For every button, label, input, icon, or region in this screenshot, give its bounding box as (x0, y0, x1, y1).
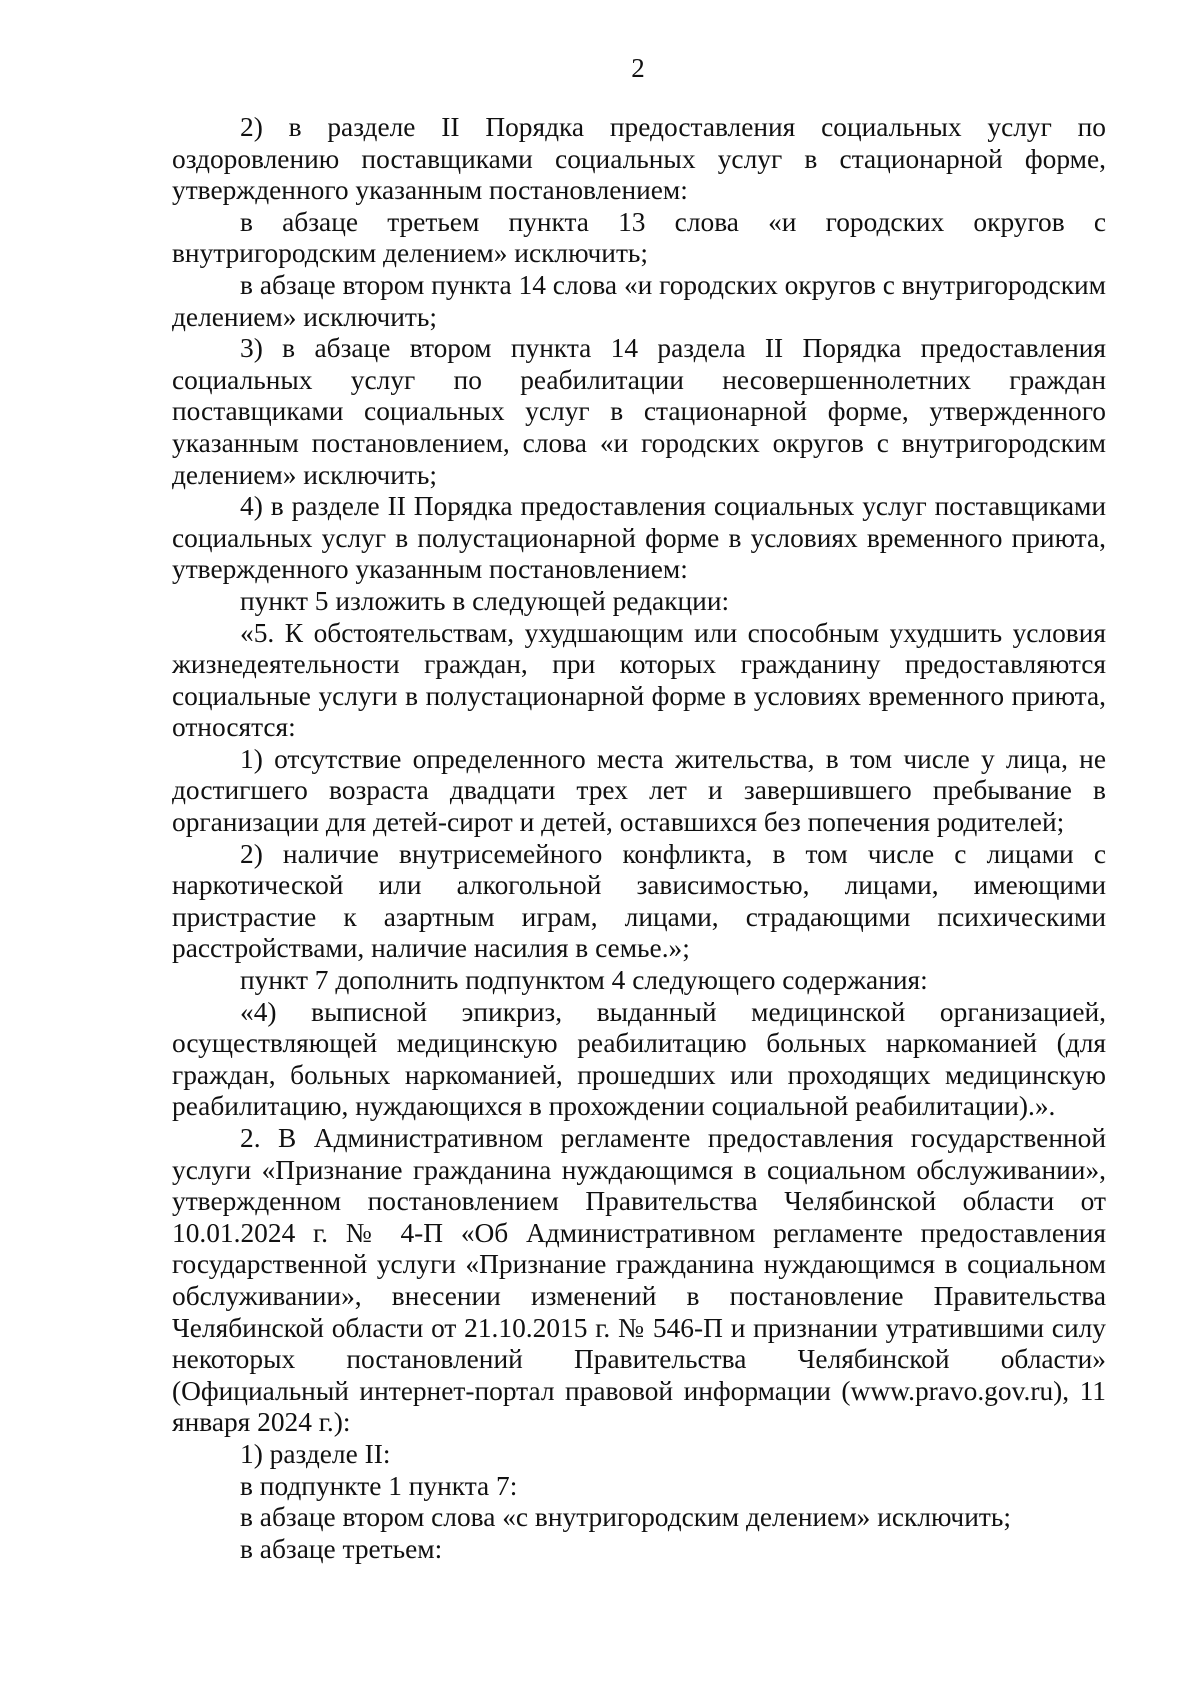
paragraph: в подпункте 1 пункта 7: (240, 1470, 518, 1501)
paragraph: в абзаце втором пункта 14 слова «и городских округов с внутригородским делением» исключить; (172, 269, 1106, 332)
paragraph: 2. В Административном регламенте предоставления государственной услуги «Признание гражданина нуждающимся в социальном обслуживании», утвержденном постановлением Правительства Челябинской области от 10.01.2024 г. № 4-П «Об Административном регламенте предоставления государственной услуги «Признание гражданина нуждающимся в социальном обслуживании», внесении изменений в постановление Правительства Челябинской области от 21.10.2015 г. № 546-П и признании утратившими силу некоторых постановлений Правительства Челябинской области» (Официальный интернет-портал правовой информации (www.pravo.gov.ru), 11 января 2024 г.): (172, 1123, 1106, 1438)
paragraph: пункт 5 изложить в следующей редакции: (240, 585, 730, 616)
paragraph: в абзаце третьем пункта 13 слова «и городских округов с внутригородским делением» исключить; (172, 206, 1106, 269)
paragraph: «5. К обстоятельствам, ухудшающим или способным ухудшить условия жизнедеятельности граждан, при которых гражданину предоставляются социальные услуги в полустационарной форме в условиях временного приюта, относятся: (172, 617, 1106, 743)
page-number: 2 (631, 53, 645, 83)
paragraph: 1) отсутствие определенного места жительства, в том числе у лица, не достигшего возраста двадцати трех лет и завершившего пребывание в организации для детей-сирот и детей, оставшихся без попечения родителей; (172, 743, 1106, 838)
document-body (172, 112, 1106, 1565)
paragraph: в абзаце третьем: (240, 1533, 443, 1564)
paragraph: 2) наличие внутрисемейного конфликта, в том числе с лицами с наркотической или алкогольной зависимостью, лицами, имеющими пристрастие к азартным играм, лицами, страдающими психическими расстройствами, наличие насилия в семье.»; (172, 838, 1106, 964)
paragraph: 1) разделе II: (240, 1438, 391, 1469)
paragraph: 2) в разделе II Порядка предоставления социальных услуг по оздоровлению поставщиками социальных услуг в стационарной форме, утвержденного указанным постановлением: (172, 112, 1106, 206)
paragraph: «4) выписной эпикриз, выданный медицинской организацией, осуществляющей медицинскую реабилитацию больных наркоманией (для граждан, больных наркоманией, прошедших или проходящих медицинскую реабилитацию, нуждающихся в прохождении социальной реабилитации).». (172, 996, 1106, 1122)
paragraph: в абзаце втором слова «с внутригородским делением» исключить; (240, 1502, 1011, 1533)
paragraph: 3) в абзаце втором пункта 14 раздела II Порядка предоставления социальных услуг по реабилитации несовершеннолетних граждан поставщиками социальных услуг в стационарной форме, утвержденного указанным постановлением, слова «и городских округов с внутригородским делением» исключить; (172, 333, 1106, 490)
paragraph: пункт 7 дополнить подпунктом 4 следующего содержания: (240, 965, 928, 996)
paragraph: 4) в разделе II Порядка предоставления социальных услуг поставщиками социальных услуг в полустационарной форме в условиях временного приюта, утвержденного указанным постановлением: (172, 491, 1106, 585)
